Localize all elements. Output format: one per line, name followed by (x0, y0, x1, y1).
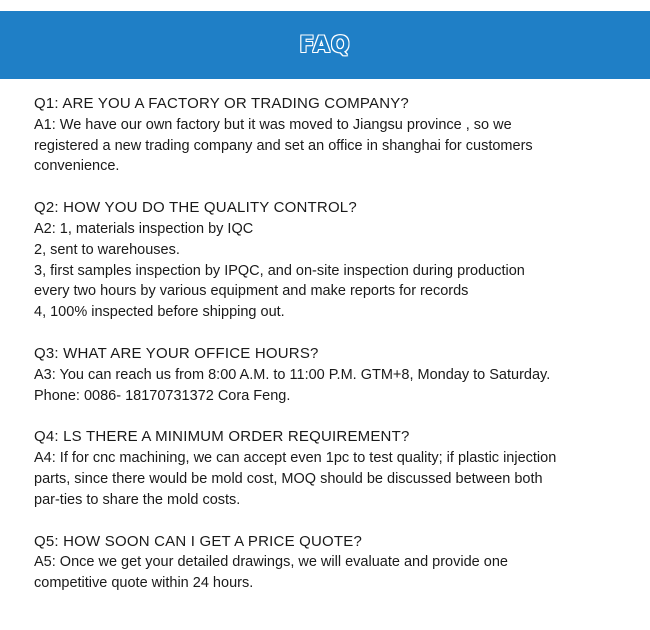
faq-item-3 (34, 344, 624, 406)
faq-answer-2-line-4: every two hours by various equipment and make reports for records (34, 283, 469, 300)
faq-answer-1-line-1: A1: We have our own factory but it was moved to Jiangsu province , so we (34, 116, 512, 133)
faq-answer-1-line-3: convenience. (34, 158, 120, 175)
faq-answer-2-line-2: 2, sent to warehouses. (34, 241, 180, 258)
faq-question-3: Q3: WHAT ARE YOUR OFFICE HOURS? (34, 344, 319, 362)
faq-answer-2-line-3: 3, first samples inspection by IPQC, and on-site inspection during production (34, 262, 525, 279)
faq-question-1: Q1: ARE YOU A FACTORY OR TRADING COMPANY? (34, 95, 409, 112)
faq-answer-3-line-1: A3: You can reach us from 8:00 A.M. to 11:00 P.M. GTM+8, Monday to Saturday. (34, 366, 551, 383)
faq-title: FAQ (299, 32, 351, 58)
faq-answer-1-line-2: registered a new trading company and set an office in shanghai for customers (34, 137, 533, 154)
faq-answer-4-line-2: parts, since there would be mold cost, MOQ should be discussed between both (34, 470, 543, 487)
faq-answer-2-line-5: 4, 100% inspected before shipping out. (34, 304, 285, 321)
faq-list (34, 94, 624, 615)
faq-item-2 (34, 198, 624, 323)
faq-header-banner (0, 11, 650, 79)
faq-item-5 (34, 532, 624, 594)
faq-answer-5-line-1: A5: Once we get your detailed drawings, we will evaluate and provide one (34, 554, 508, 571)
faq-answer-3-line-2: Phone: 0086- 18170731372 Cora Feng. (34, 387, 291, 404)
faq-question-5: Q5: HOW SOON CAN I GET A PRICE QUOTE? (34, 532, 363, 550)
faq-answer-2-line-1: A2: 1, materials inspection by IQC (34, 220, 254, 237)
faq-item-1 (34, 94, 624, 177)
faq-answer-4-line-1: A4: If for cnc machining, we can accept even 1pc to test quality; if plastic injection (34, 450, 557, 467)
faq-answer-5-line-2: competitive quote within 24 hours. (34, 575, 254, 592)
faq-question-4: Q4: LS THERE A MINIMUM ORDER REQUIREMENT? (34, 428, 410, 446)
faq-item-4 (34, 427, 624, 510)
faq-answer-4-line-3: par-ties to share the mold costs. (34, 491, 241, 508)
faq-question-2: Q2: HOW YOU DO THE QUALITY CONTROL? (34, 199, 357, 217)
